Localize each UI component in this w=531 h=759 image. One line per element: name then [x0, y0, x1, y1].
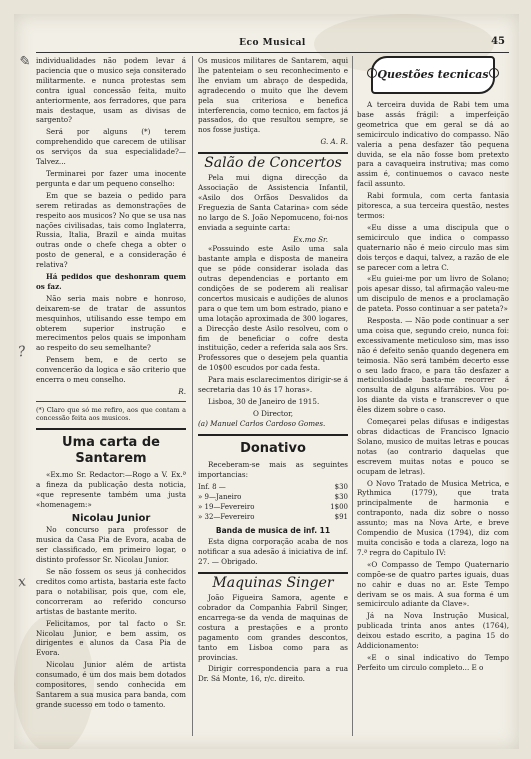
page-number: 45 — [491, 36, 505, 47]
footnote: (*) Claro que só me refiro, aos que contam a concessão feita aos musicos. — [36, 405, 186, 423]
article-paragraph: No concurso para professor de musica da Casa Pia de Evora, acaba de ser classificado, em primeiro logar, o distinto professor Sr. Nicolau Junior. — [36, 525, 186, 565]
article-paragraph: individualidades não podem levar á paciencia que o musico seja consiterado militarmente. e nunca protestas sem contra igual concessão feita, muito anteriormente, aos ferradores, que para mais destaque, usam as divisas de sargento? — [36, 56, 186, 125]
article-paragraph: «Eu guiei-me por um livro de Solano; pois apesar disso, tal afirmação valeu-me um discipulo de menos e a proclamação de pateta. Posso continuar a ser pateta?» — [357, 274, 509, 314]
banner-title: Questões tecnicas — [377, 68, 489, 82]
divider — [36, 428, 186, 430]
article-paragraph: Terminarei por fazer uma inocente pergunta e dar um pequeno conselho: — [36, 168, 186, 188]
divider — [198, 434, 348, 436]
column-2 — [198, 56, 348, 686]
article-paragraph: Já na Nova Instrução Musical, publicada trinta anos antes (1764), deixou estado escrito, a pagina 15 do Addicionamento: — [357, 611, 509, 651]
section-title: Donativo — [240, 440, 306, 456]
director-name: (a) Manuel Carlos Cardoso Gomes. — [198, 418, 326, 428]
table-row — [198, 482, 348, 492]
margin-mark: ? — [16, 343, 27, 361]
article-paragraph: Dirigir correspondencia para a rua Dr. Sá Monte, 16, r/c. direito. — [198, 664, 348, 684]
section-title: Salão de Concertos — [204, 155, 342, 172]
newspaper-page — [14, 14, 519, 749]
article-paragraph: Será por alguns (*) terem comprehendido que carecem de utilisar os serviços da sua especialidade?—Talvez... — [36, 127, 186, 167]
section-subtitle: Nicolau Junior — [71, 512, 151, 524]
donation-label: Inf. 8 — — [198, 482, 226, 491]
running-header — [36, 38, 509, 53]
article-paragraph: Esta digna corporação acaba de nos notificar a sua adesão á iniciativa de inf. 27. — Obrigado. — [198, 537, 348, 567]
article-paragraph: «Possuindo este Asilo uma sala bastante ampla e disposta de maneira que se póde considerar isolada das outras dependencias e portanto em condições de se poderem ali realisar concertos musicais e audições de alunos para o que tem um bom estrado, piano e uma lotação aproximada de 300 logares, a Direcção deste Asilo resolveu, com o fim de beneficiar o cofre desta instituição, ceder a referida sala aos Srs. Professores que o desejem pela quantia de 10$00 escudos por cada festa. — [198, 244, 348, 373]
ornament-icon — [367, 68, 377, 78]
article-paragraph: Resposta. — Não pode continuar a ser uma coisa que, segundo creio, nunca foi: excessivamente meticuloso sim, mas isso não é defeito senão quando degenera em teimosia. Não será também decerto esse o seu lado fraco, e para tão desfazer a meticulosidade basta-me recorrer á consulta de alguns alfarrábios. Vou po-los diante da vista e transcrever o que êles dizem sobre o caso. — [357, 316, 509, 415]
salutation: Ex.mo Sr. — [293, 234, 328, 244]
article-signature: R. — [178, 387, 186, 396]
article-paragraph: Em que se bazeia o pedido para serem retiradas as demonstrações de respeito aos musicos? No que se usa nas nações civilisadas, tais como Inglaterra, Russia, Italia, Brazil e ainda muitas outras onde o chefe chega a obter o posto de general, e a consideração é relativa? — [36, 190, 186, 270]
article-paragraph: Nicolau Junior além de artista consumado, é um dos mais bem dotados compositores, sendo conhecida em Santarem a sua musica para banda, com grande sucesso em todo o tamento. — [36, 660, 186, 709]
column-1 — [36, 56, 186, 712]
donation-label: » 32—Fevereiro — [198, 512, 255, 521]
table-row — [198, 492, 348, 502]
donation-amount: $30 — [334, 492, 348, 501]
article-paragraph: «Eu disse a uma discipula que o semicirculo que indica o compasso quaternario não é meio circulo mas sim dois terços e daqui, talvez, a razão de ele se parecer com a letra C. — [357, 222, 509, 272]
margin-mark: ✎ — [16, 53, 31, 71]
donation-table — [198, 482, 348, 522]
article-paragraph: Começarei pelas difusas e indigestas obras didacticas de Francisco Ignacio Solano, musico de muitas letras e poucas notas (ao contrario daquelas que escrevem muitas notas e pouco se ocupam de letras). — [357, 417, 509, 476]
donation-label: » 19—Fevereiro — [198, 502, 255, 511]
article-paragraph: Se não fossem os seus já conhecidos creditos como artista, bastaria este facto para o notabilisar, pois que, com ele, concorreram ao referido concurso artistas de bastante merito. — [36, 567, 186, 616]
article-paragraph: Há pedidos que deshonram quem os faz. — [36, 272, 186, 291]
article-paragraph: O Novo Tratado de Musica Metrica, e Rythmica (1779), que trata principalmente de harmonia e contraponto, nada diz sobre o nosso assunto; mas na Nova Arte, e breve Compendio de Musica (1794), diz com muita concisão e toda a clareza, logo na 7.ª regra do Capitulo IV: — [357, 478, 509, 557]
margin-mark: x — [16, 573, 27, 591]
journal-title: Eco Musical — [239, 38, 306, 48]
donation-amount: $91 — [334, 512, 348, 521]
table-row — [198, 502, 348, 512]
article-paragraph: Felicitamos, por tal facto o Sr. Nicolau Junior, e bem assim, os dirigentes e alunos da Casa Pia de Evora. — [36, 618, 186, 658]
article-paragraph: Para mais esclarecimentos dirigir-se á secretaria das 10 ás 17 horas». — [198, 375, 348, 395]
article-paragraph: João Figueira Samora, agente e cobrador da Companhia Fabril Singer, encarrega-se da venda de maquinas de costura a prestações e a pronto pagamento com grandes descontos, tanto em Lisboa como para as provincias. — [198, 593, 348, 662]
column-divider — [192, 56, 193, 736]
donation-amount: 1$00 — [330, 502, 348, 511]
article-paragraph: Os musicos militares de Santarem, aqui lhe patenteiam o seu reconhecimento e lhe enviam um abraço de despedida, agradecendo o muito que lhe devem pela sua criteriosa e benefica interferencia, como tecnico, em factos já passados, do que resultou sempre, se nos fosse justiça. — [198, 56, 348, 135]
article-paragraph: A terceira duvida de Rabi tem uma base assás frágil: a imperfeição geometrica que em geral se dá ao semicirculo indicativo do compasso. Não valeria a pena desfazer tão pequena duvida, se ela não fosse bom pretexto para a cavaqueira instrutiva; mas como assim é, continuemos o cavaco neste facil assunto. — [357, 100, 509, 189]
divider — [198, 572, 348, 574]
letter-intro: «Ex.mo Sr. Redactor:—Rogo a V. Ex.ª a fineza da publicação desta noticia, «que represente também uma justa «homenagem:» — [36, 469, 186, 509]
column-3 — [357, 56, 509, 675]
divider — [36, 401, 186, 402]
column-divider — [352, 56, 353, 736]
article-paragraph: «O Compasso de Tempo Quaternario compõe-se de quatro partes iguais, duas no cahir e duas no ar. Este Tempo derivam se os mais. A sua forma é um semicirculo adiante da Clave». — [357, 559, 509, 609]
article-paragraph: Rabi formula, com certa fantasia pitoresca, a sua terceira questão, nestes termos: — [357, 191, 509, 220]
article-paragraph: Pensem bem, e de certo se convencerão da logica e são criterio que encerra o meu conselho. — [36, 355, 186, 385]
section-title: Uma carta de Santarem — [62, 434, 160, 466]
donation-label: » 9—Janeiro — [198, 492, 242, 501]
date-line: Lisboa, 30 de Janeiro de 1915. — [208, 397, 320, 406]
article-paragraph: Pela mui digna direcção da Associação de Assistencia Infantil, «Asilo dos Orfãos Desvalidos da Freguezia de Santa Catarina» com séde no largo de S. João Nepomuceno, foi-nos enviada a seguinte carta: — [198, 173, 348, 232]
article-signature: G. A. R. — [320, 137, 348, 147]
section-title: Maquinas Singer — [212, 575, 334, 592]
director-label: O Director, — [252, 408, 294, 418]
donation-amount: $30 — [334, 482, 348, 491]
article-paragraph: Não seria mais nobre e honroso, deixarem-se de tratar de assuntos mesquinhos, utilisando esse tempo em obterem superior instrução e merecimentos pelos quais se imponham ao respeito do seu semelhante? — [36, 293, 186, 353]
section-banner — [371, 56, 495, 94]
divider — [198, 152, 348, 154]
article-paragraph: «E o sinal indicativo do Tempo Perfeito um circulo completo... E o — [357, 652, 509, 672]
ornament-icon — [489, 68, 499, 78]
article-paragraph: Receberam-se mais as seguintes importancias: — [198, 459, 348, 479]
table-row — [198, 512, 348, 522]
section-subtitle: Banda de musica de inf. 11 — [215, 525, 331, 535]
